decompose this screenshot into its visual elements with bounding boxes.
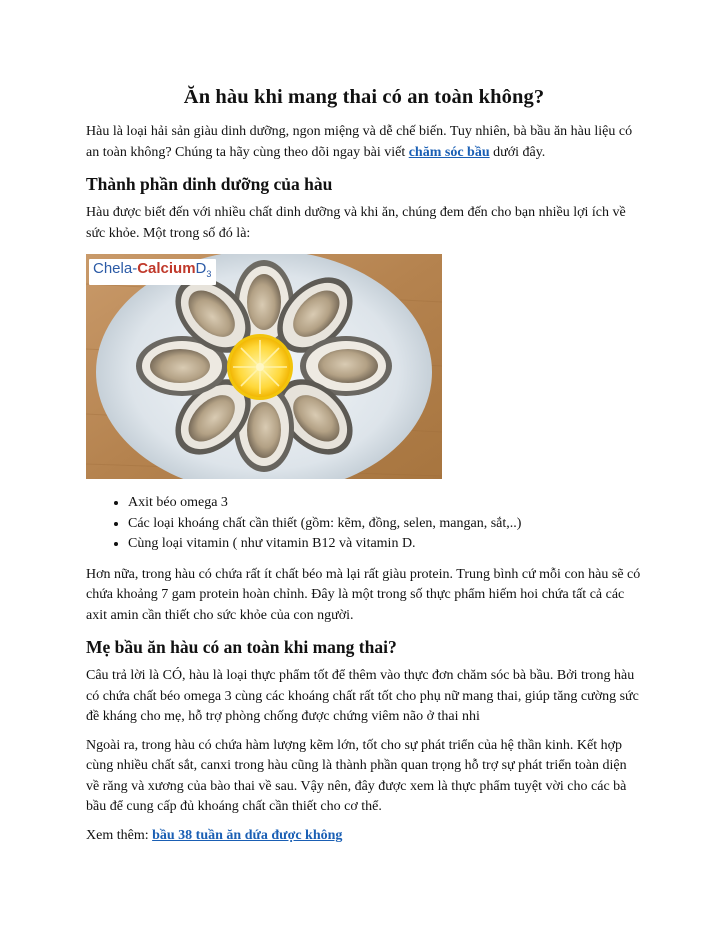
see-also-link[interactable]: bầu 38 tuần ăn dứa được không [152, 827, 343, 843]
list-item: • Các loại khoáng chất cần thiết (gồm: kẽm, đồng, selen, mangan, sắt,..) [128, 514, 642, 535]
section-heading-nutrition: Thành phần dinh dưỡng của hàu [86, 174, 333, 194]
intro-paragraph: Hàu là loại hải sản giàu dinh dưỡng, ngon miệng và dễ chế biến. Tuy nhiên, bà bầu ăn hàu liệu có an toàn không? Chúng ta hãy cùng theo dõi ngay bài viết chăm sóc bầu dưới đây. [86, 124, 633, 160]
oyster-photo [86, 254, 442, 479]
see-also: Xem thêm: bầu 38 tuần ăn dứa được không [86, 827, 343, 843]
list-item: • Axit béo omega 3 [128, 493, 642, 514]
safety-paragraph-2: Ngoài ra, trong hàu có chứa hàm lượng kẽm lớn, tốt cho sự phát triển của hệ thần kinh. Kết hợp cùng nhiều chất sắt, canxi trong hàu cũng là thành phần quan trọng hỗ trợ sự phát triển toàn diện về răng và xương của bào thai về sau. Vậy nên, đây được xem là thực phẩm tuyệt vời cho các bà bầu để cung cấp đủ khoáng chất cần thiết cho cơ thể. [86, 737, 627, 814]
list-item: • Cùng loại vitamin ( như vitamin B12 và vitamin D. [128, 534, 642, 555]
nutrient-list [86, 493, 642, 555]
section-heading-safety: Mẹ bầu ăn hàu có an toàn khi mang thai? [86, 637, 397, 657]
cham-soc-bau-link[interactable]: chăm sóc bầu [408, 144, 490, 160]
nutrition-paragraph: Hàu được biết đến với nhiều chất dinh dưỡng và khi ăn, chúng đem đến cho bạn nhiều lợi ích về sức khỏe. Một trong số đó là: [86, 205, 626, 241]
article-title: Ăn hàu khi mang thai có an toàn không? [183, 86, 545, 108]
safety-paragraph-1: Câu trả lời là CÓ, hàu là loại thực phẩm tốt để thêm vào thực đơn chăm sóc bà bầu. Bởi trong hàu có chứa chất béo omega 3 cùng các khoáng chất rất tốt cho phụ nữ mang thai, giúp tăng cường sức đề kháng cho mẹ, hỗ trợ phòng chống được chứng viêm não ở thai nhi [86, 668, 639, 724]
chela-calcium-logo: Chela-CalciumD$_3$ [89, 259, 216, 285]
protein-paragraph: Hơn nữa, trong hàu có chứa rất ít chất béo mà lại rất giàu protein. Trung bình cứ mỗi con hàu sẽ có chứa khoảng 7 gam protein hoàn chỉnh. Đây là một trong số thực phẩm hiếm hoi chứa tất cả các axit amin cần thiết cho sức khỏe của con người. [86, 566, 641, 623]
article [86, 84, 642, 854]
